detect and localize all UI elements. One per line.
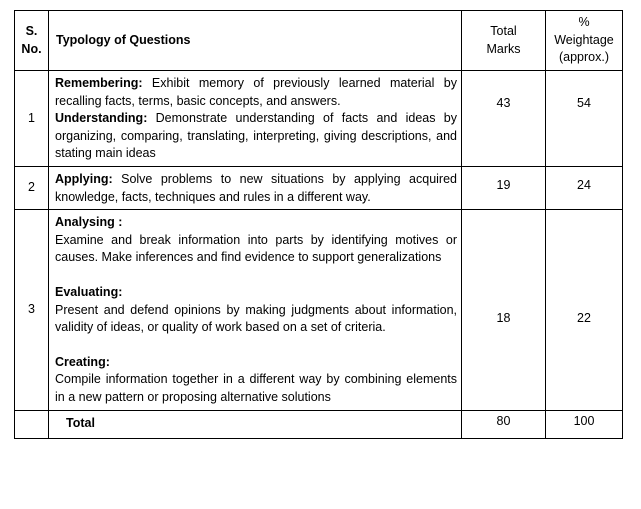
row-marks: 19: [462, 166, 546, 209]
header-weightage: [546, 11, 623, 71]
header-sno-line2: No.: [21, 41, 42, 56]
total-sno-empty: [15, 410, 49, 438]
table-row: [15, 166, 623, 209]
table-row: [15, 210, 623, 410]
creating-text: Compile information together in a different way by combining elements in a new pattern or proposing alternative solutions: [55, 372, 457, 404]
header-weight-line2: Weightage: [554, 32, 614, 47]
remembering-title: Remembering:: [55, 76, 143, 90]
row-marks: 18: [462, 210, 546, 410]
analysing-title: Analysing :: [55, 215, 123, 230]
evaluating-title-line: [55, 284, 457, 302]
row-weightage: 22: [546, 210, 623, 410]
analysing-text: Examine and break information into parts by identifying motives or causes. Make inferences and find evidence to support generalizations: [55, 232, 457, 265]
row-description: [49, 71, 462, 167]
understanding-title: Understanding:: [55, 111, 148, 126]
creating-title-line: [55, 354, 457, 372]
row-sno: 1: [15, 71, 49, 167]
header-marks-line2: Marks: [486, 41, 521, 56]
remembering-text: Exhibit memory of previously learned material by recalling facts, terms, basic concepts, and answers.: [55, 76, 457, 108]
analysing-title-line: [55, 214, 457, 232]
spacer: [55, 267, 457, 284]
total-weightage: 100: [546, 410, 623, 438]
applying-title: Applying:: [55, 171, 113, 186]
row-sno: 2: [15, 166, 49, 209]
header-sno: [15, 11, 49, 71]
total-marks: 80: [462, 410, 546, 438]
applying-paragraph: [55, 171, 457, 206]
row-sno: 3: [15, 210, 49, 410]
evaluating-text: Present and defend opinions by making judgments about information, validity of ideas, or quality of work based on a set of criteria.: [55, 302, 457, 335]
creating-title: Creating:: [55, 354, 110, 369]
remembering-paragraph: [55, 75, 457, 110]
row-marks: 43: [462, 71, 546, 167]
row-weightage: 24: [546, 166, 623, 209]
header-weight-line1: %: [578, 15, 590, 30]
header-weight-line3: (approx.): [558, 50, 610, 65]
understanding-text: Demonstrate understanding of facts and ideas by organizing, comparing, translating, interpreting, giving descriptions, and stating main ideas: [55, 111, 457, 161]
question-typology-table: [14, 10, 623, 439]
header-marks-line1: Total: [490, 23, 517, 38]
header-total-marks: [462, 11, 546, 71]
row-description: [49, 210, 462, 410]
applying-text: Solve problems to new situations by applying acquired knowledge, facts, techniques and rules in a different way.: [55, 171, 457, 204]
spacer: [55, 337, 457, 354]
header-row: [15, 11, 623, 71]
evaluating-title: Evaluating:: [55, 284, 123, 299]
row-description: [49, 166, 462, 209]
understanding-paragraph: [55, 110, 457, 163]
table-row: [15, 71, 623, 167]
header-typology: Typology of Questions: [49, 11, 462, 71]
total-label: Total: [49, 410, 462, 438]
row-weightage: 54: [546, 71, 623, 167]
header-sno-line1: S.: [25, 23, 38, 38]
total-row: [15, 410, 623, 438]
